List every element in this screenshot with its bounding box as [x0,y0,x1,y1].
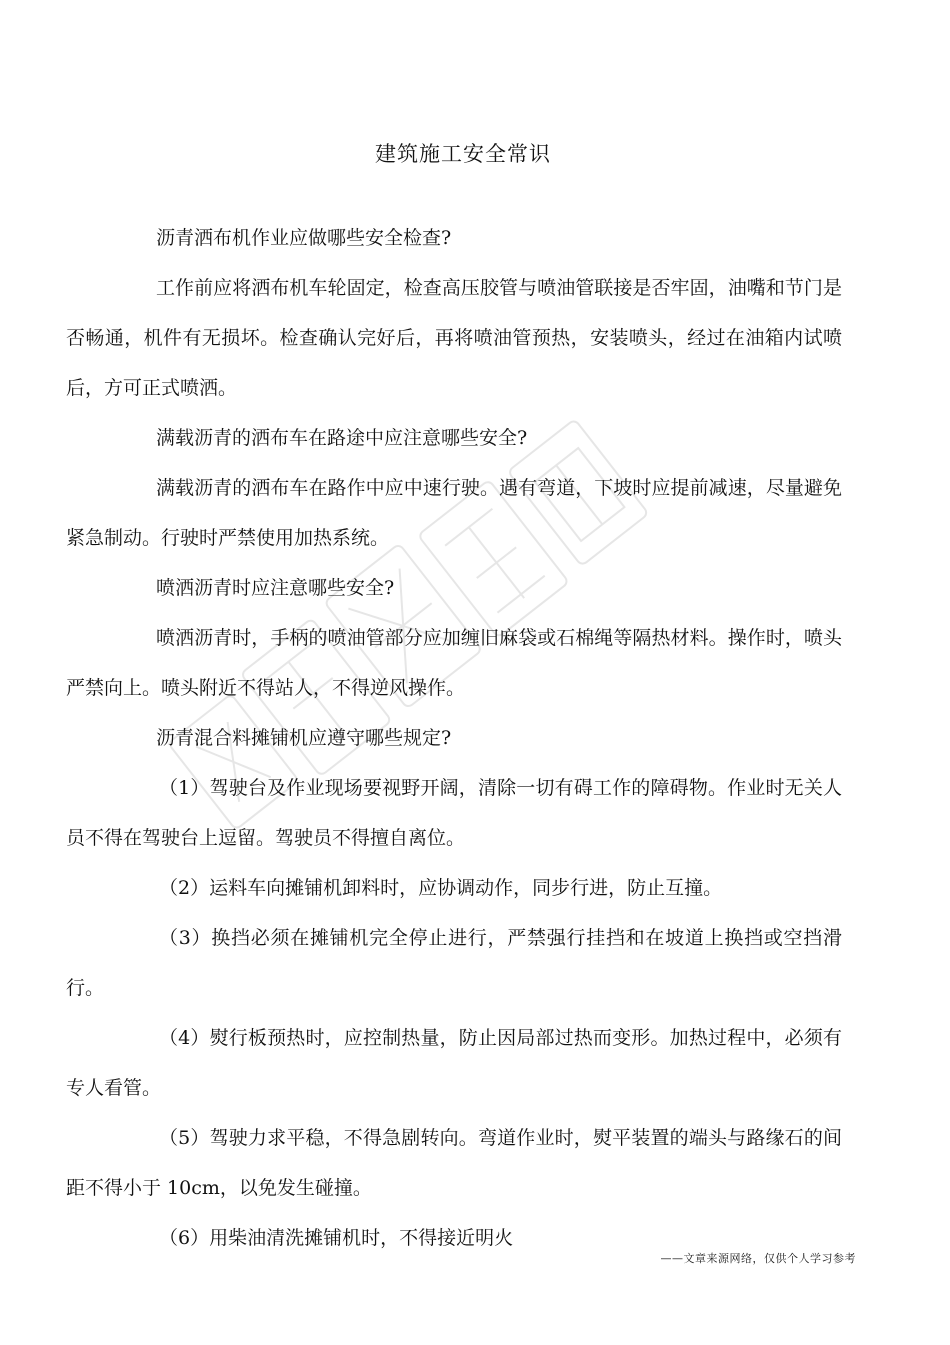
question-heading: 沥青混合料摊铺机应遵守哪些规定? [156,727,452,749]
question-heading: 喷洒沥青时应注意哪些安全? [156,577,395,599]
rule-item: （5）驾驶力求平稳，不得急剧转向。弯道作业时，熨平装置的端头与路缘石的间距不得小于 10cm，以免发生碰撞。 [66,1127,842,1199]
answer-paragraph: 满载沥青的洒布车在路作中应中速行驶。遇有弯道，下坡时应提前减速，尽量避免紧急制动。行驶时严禁使用加热系统。 [66,477,842,549]
question-heading: 沥青洒布机作业应做哪些安全检查? [156,227,452,249]
rule-item: （4）熨行板预热时，应控制热量，防止因局部过热而变形。加热过程中，必须有专人看管。 [66,1027,842,1099]
rule-item: （3）换挡必须在摊铺机完全停止进行，严禁强行挂挡和在坡道上换挡或空挡滑行。 [66,927,842,999]
question-heading: 满载沥青的洒布车在路途中应注意哪些安全? [156,427,528,449]
document-body [66,213,842,1263]
document-title: 建筑施工安全常识 [375,142,551,166]
answer-paragraph: 喷洒沥青时，手柄的喷油管部分应加缠旧麻袋或石棉绳等隔热材料。操作时，喷头严禁向上。喷头附近不得站人，不得逆风操作。 [66,627,842,699]
answer-paragraph: 工作前应将洒布机车轮固定，检查高压胶管与喷油管联接是否牢固，油嘴和节门是否畅通，机件有无损坏。检查确认完好后，再将喷油管预热，安装喷头，经过在油箱内试喷后，方可正式喷洒。 [66,277,842,399]
rule-item: （2）运料车向摊铺机卸料时，应协调动作，同步行进，防止互撞。 [159,877,723,899]
rule-item: （1）驾驶台及作业现场要视野开阔，清除一切有碍工作的障碍物。作业时无关人员不得在驾驶台上逗留。驾驶员不得擅自离位。 [66,777,842,849]
rule-item: （6）用柴油清洗摊铺机时，不得接近明火 [159,1227,514,1249]
source-footer: ——文章来源网络，仅供个人学习参考 [660,1252,856,1265]
